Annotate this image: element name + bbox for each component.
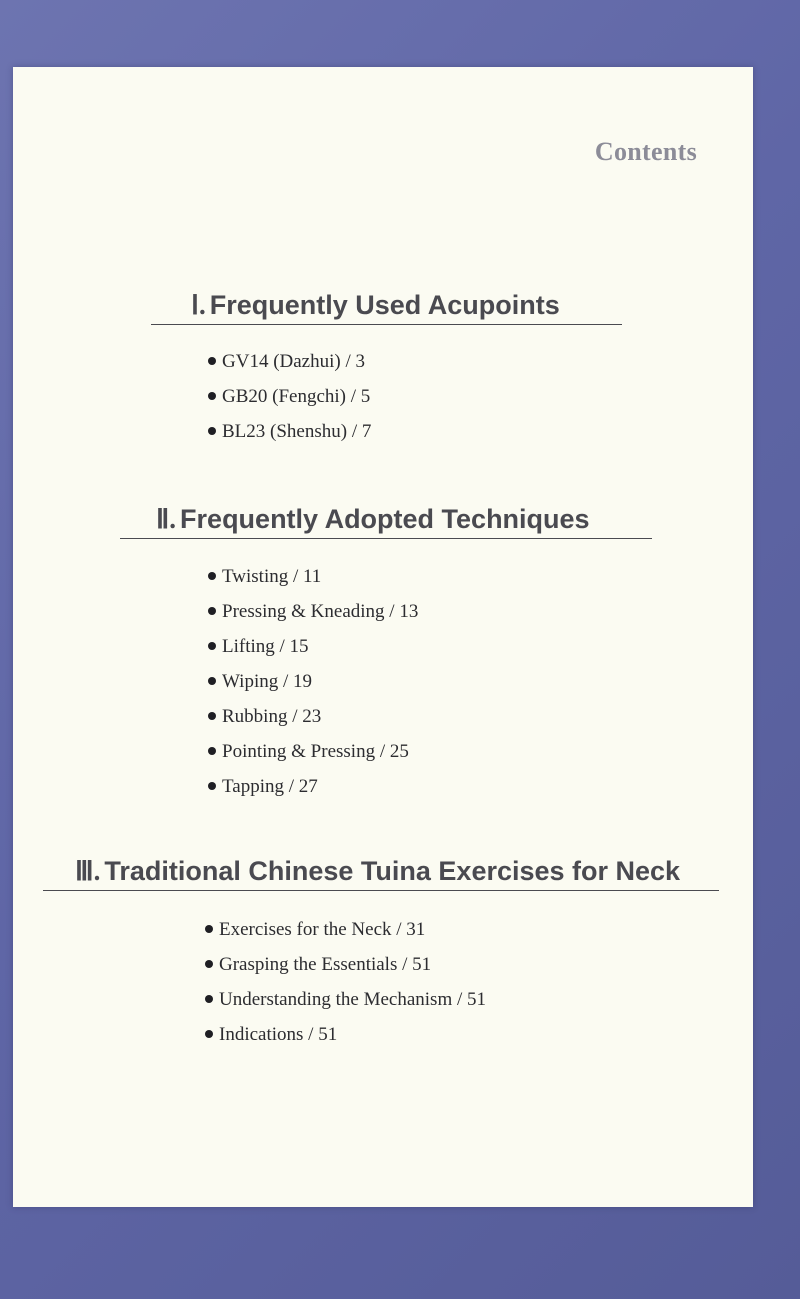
entry-label: Wiping / 19 <box>222 671 313 692</box>
section-title: Traditional Chinese Tuina Exercises for Neck <box>104 856 681 886</box>
toc-entry[interactable] <box>208 734 418 769</box>
bullet-icon <box>208 747 216 755</box>
toc-entry[interactable] <box>208 559 418 594</box>
toc-entry[interactable] <box>205 982 486 1017</box>
section-rule <box>43 890 719 891</box>
section-title: Frequently Adopted Techniques <box>180 504 590 534</box>
toc-entry[interactable] <box>208 594 418 629</box>
section-2 <box>120 504 652 539</box>
section-rule <box>151 324 622 325</box>
entry-label: Rubbing / 23 <box>222 706 322 727</box>
toc-entry[interactable] <box>208 664 418 699</box>
toc-entry[interactable] <box>208 379 371 414</box>
toc-entry[interactable] <box>208 629 418 664</box>
section-heading <box>43 856 719 887</box>
section-3-entries <box>205 912 486 1052</box>
section-numeral: Ⅱ. <box>156 504 177 534</box>
toc-entry[interactable] <box>208 769 418 804</box>
entry-label: BL23 (Shenshu) / 7 <box>222 421 372 442</box>
entry-label: Indications / 51 <box>219 1024 338 1045</box>
section-heading <box>151 290 622 321</box>
book-page <box>13 67 753 1207</box>
toc-entry[interactable] <box>208 344 371 379</box>
bullet-icon <box>208 642 216 650</box>
section-heading <box>120 504 652 535</box>
section-rule <box>120 538 652 539</box>
toc-entry[interactable] <box>205 1017 486 1052</box>
bullet-icon <box>208 677 216 685</box>
bullet-icon <box>205 995 213 1003</box>
toc-entry[interactable] <box>208 414 371 449</box>
section-1-entries <box>208 344 371 449</box>
bullet-icon <box>208 712 216 720</box>
section-numeral: Ⅰ. <box>191 290 206 320</box>
bullet-icon <box>205 960 213 968</box>
toc-entry[interactable] <box>205 947 486 982</box>
bullet-icon <box>208 392 216 400</box>
entry-label: Tapping / 27 <box>222 776 318 797</box>
entry-label: GV14 (Dazhui) / 3 <box>222 351 365 372</box>
bullet-icon <box>208 357 216 365</box>
entry-label: Pointing & Pressing / 25 <box>222 741 409 762</box>
toc-entry[interactable] <box>208 699 418 734</box>
section-2-entries <box>208 559 418 804</box>
bullet-icon <box>208 427 216 435</box>
entry-label: Twisting / 11 <box>222 566 322 587</box>
bullet-icon <box>208 607 216 615</box>
entry-label: Exercises for the Neck / 31 <box>219 919 426 940</box>
bullet-icon <box>205 1030 213 1038</box>
toc-entry[interactable] <box>205 912 486 947</box>
section-3 <box>43 856 719 891</box>
page-title: Contents <box>594 137 697 166</box>
entry-label: GB20 (Fengchi) / 5 <box>222 386 371 407</box>
bullet-icon <box>208 572 216 580</box>
bullet-icon <box>208 782 216 790</box>
section-1 <box>151 290 622 325</box>
bullet-icon <box>205 925 213 933</box>
entry-label: Grasping the Essentials / 51 <box>219 954 432 975</box>
entry-label: Lifting / 15 <box>222 636 309 657</box>
entry-label: Pressing & Kneading / 13 <box>222 601 419 622</box>
entry-label: Understanding the Mechanism / 51 <box>219 989 487 1010</box>
section-numeral: Ⅲ. <box>75 856 101 886</box>
section-title: Frequently Used Acupoints <box>209 290 560 320</box>
